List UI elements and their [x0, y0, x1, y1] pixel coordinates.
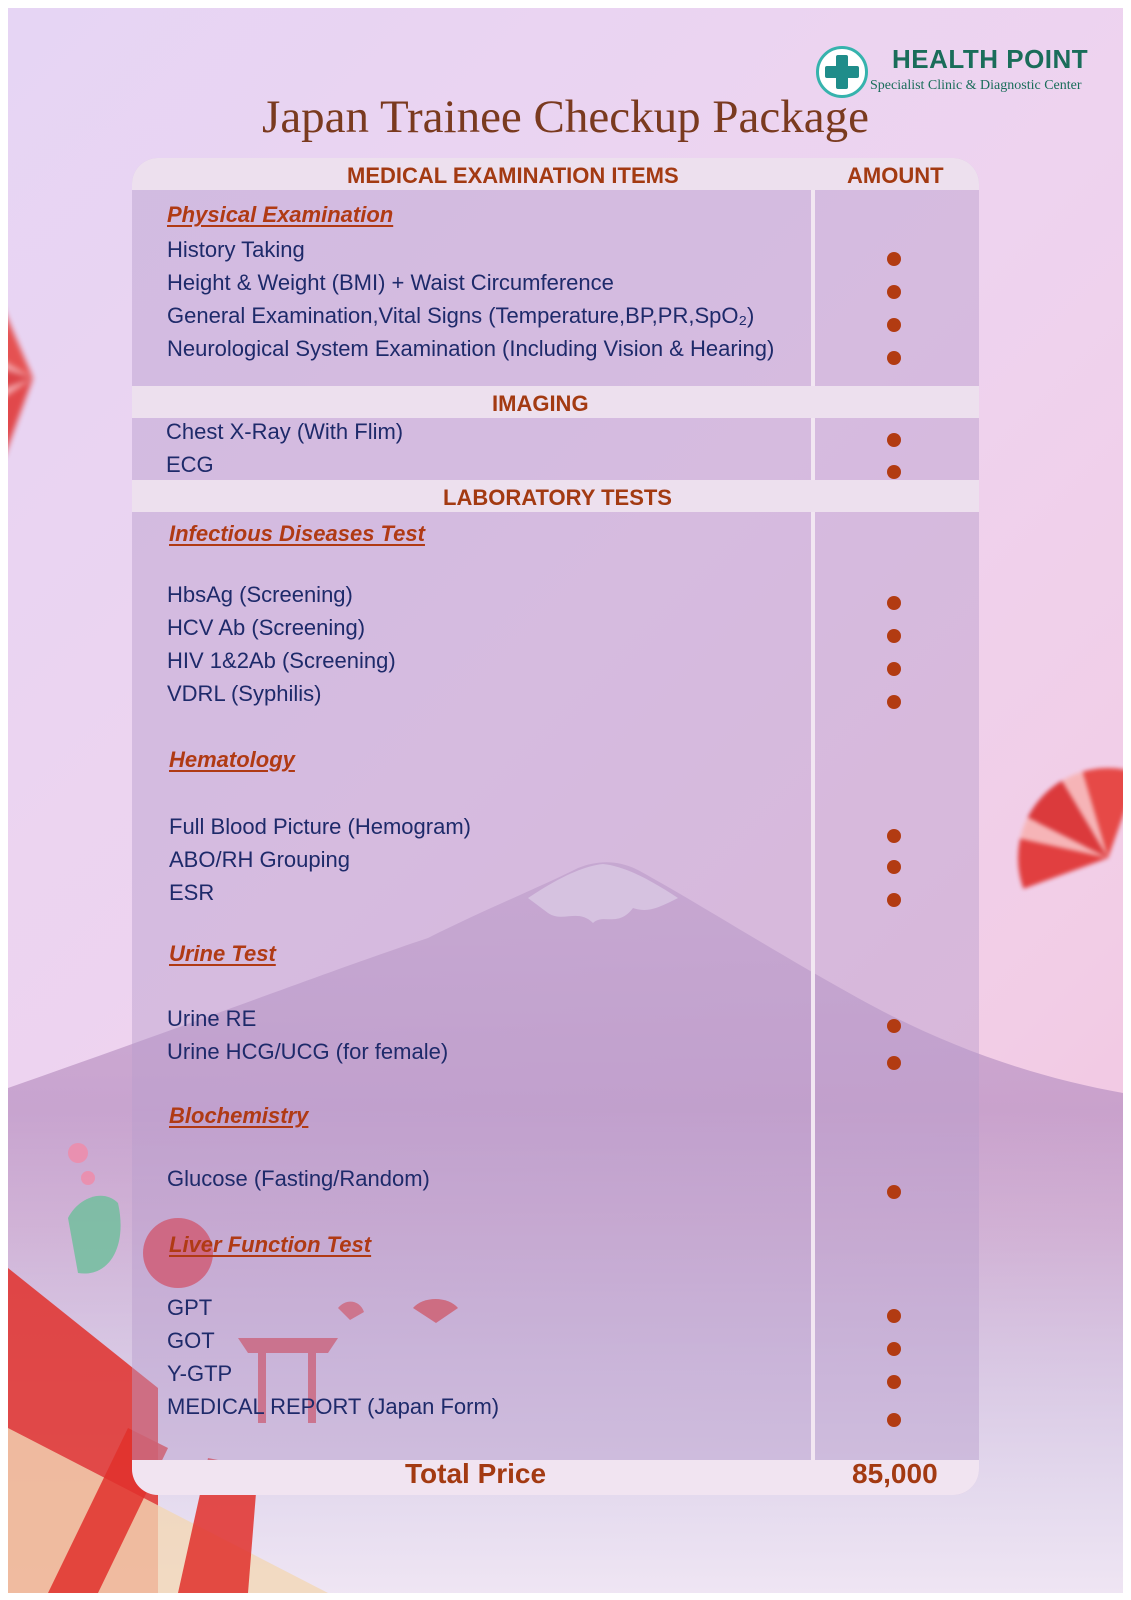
section-heading-liver: Liver Function Test [169, 1232, 372, 1257]
included-dot [887, 252, 901, 266]
included-dot [887, 1342, 901, 1356]
list-item: HbsAg (Screening) [167, 582, 353, 607]
included-dot [887, 596, 901, 610]
column-divider [811, 418, 815, 480]
total-price-label: Total Price [405, 1458, 547, 1489]
included-dot [887, 1413, 901, 1427]
list-item: Y-GTP [167, 1361, 233, 1386]
list-item: Chest X-Ray (With Flim) [166, 419, 404, 444]
included-dot [887, 1375, 901, 1389]
list-item: HIV 1&2Ab (Screening) [167, 648, 396, 673]
list-item: Urine HCG/UCG (for female) [167, 1039, 449, 1064]
included-dot [887, 285, 901, 299]
included-dot [887, 1019, 901, 1033]
section-heading-urine: Urine Test [169, 941, 276, 966]
included-dot [887, 860, 901, 874]
header-items: MEDICAL EXAMINATION ITEMS [347, 163, 679, 188]
list-item: GOT [167, 1328, 215, 1353]
list-item: ABO/RH Grouping [169, 847, 350, 872]
list-item: ECG [166, 452, 214, 477]
list-item: General Examination,Vital Signs (Temperature,BP,PR,SpO₂) [167, 303, 755, 328]
included-dot [887, 318, 901, 332]
list-item: History Taking [167, 237, 305, 262]
imaging-band [132, 386, 979, 418]
list-item: ESR [169, 880, 215, 905]
list-item: Glucose (Fasting/Random) [167, 1166, 430, 1191]
poster [8, 8, 1123, 1593]
section-heading-hematology: Hematology [169, 747, 295, 772]
included-dot [887, 695, 901, 709]
laboratory-band [132, 480, 979, 512]
included-dot [887, 629, 901, 643]
list-item: GPT [167, 1295, 213, 1320]
brand-subtitle: Specialist Clinic & Diagnostic Center [870, 78, 1082, 93]
list-item: VDRL (Syphilis) [167, 681, 322, 706]
included-dot [887, 662, 901, 676]
included-dot [887, 829, 901, 843]
list-item: MEDICAL REPORT (Japan Form) [167, 1394, 500, 1419]
column-divider [811, 512, 815, 1460]
laboratory-band-label: LABORATORY TESTS [443, 485, 672, 510]
imaging-band-label: IMAGING [492, 391, 589, 416]
included-dot [887, 433, 901, 447]
list-item: Neurological System Examination (Including Vision & Hearing) [167, 336, 775, 361]
included-dot [887, 351, 901, 365]
included-dot [887, 465, 901, 479]
list-item: HCV Ab (Screening) [167, 615, 366, 640]
table-header-band [132, 158, 979, 190]
section-heading-biochemistry: Blochemistry [169, 1103, 309, 1128]
included-dot [887, 1309, 901, 1323]
list-item: Urine RE [167, 1006, 257, 1031]
section-heading-physical: Physical Examination [167, 202, 394, 227]
total-price-value: 85,000 [852, 1458, 938, 1489]
list-item: Full Blood Picture (Hemogram) [169, 814, 471, 839]
included-dot [887, 893, 901, 907]
list-item: Height & Weight (BMI) + Waist Circumference [167, 270, 614, 295]
package-table [132, 158, 979, 1495]
page-title: Japan Trainee Checkup Package [262, 91, 869, 143]
brand-name: HEALTH POINT [892, 44, 1089, 74]
header-amount: AMOUNT [847, 163, 944, 188]
included-dot [887, 1185, 901, 1199]
column-divider [811, 190, 815, 386]
section-heading-infectious: Infectious Diseases Test [169, 521, 425, 546]
included-dot [887, 1056, 901, 1070]
